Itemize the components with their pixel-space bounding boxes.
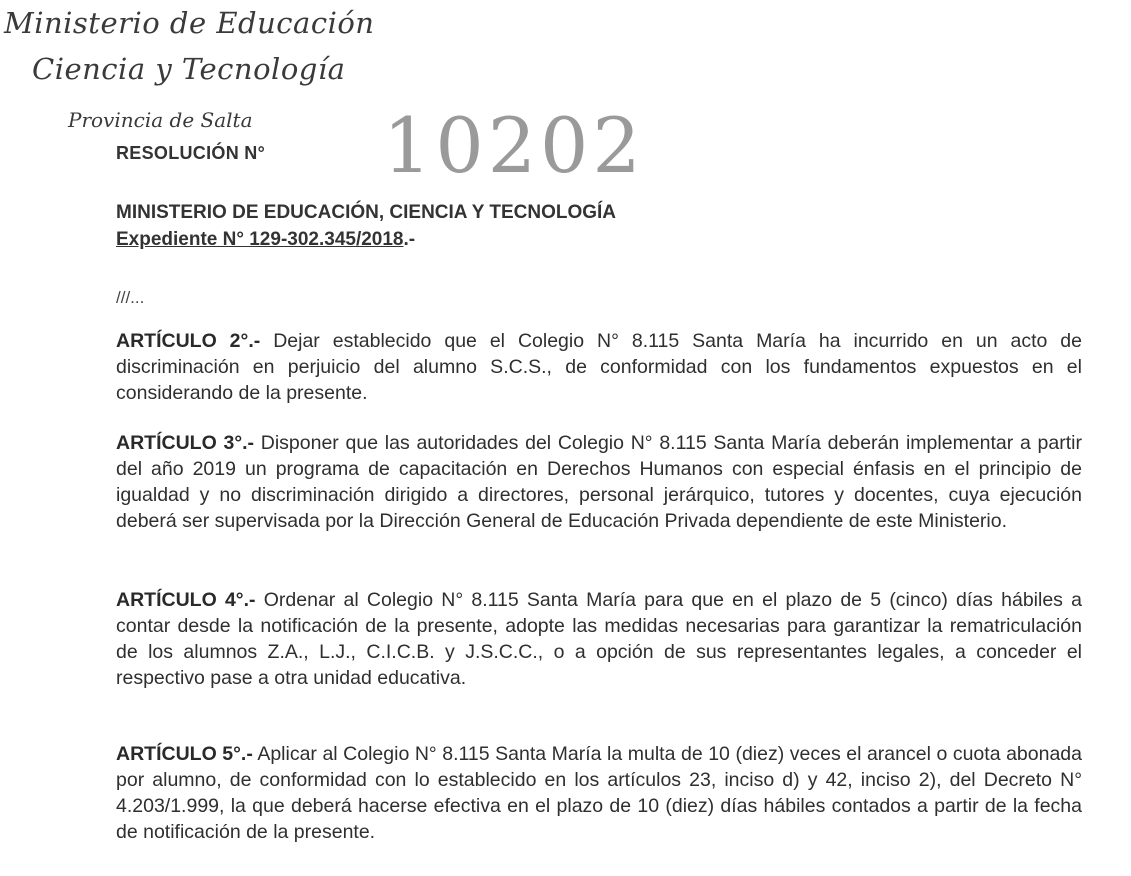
article-text: Ordenar al Colegio N° 8.115 Santa María para que en el plazo de 5 (cinco) días hábiles a contar desde la notificación de la presente, adopte las medidas necesarias para garantizar la rematriculación de los alumnos Z.A., L.J., C.I.C.B. y J.S.C.C., o a opción de sus representantes legales, a conceder el respectivo pase a otra unidad educativa. [116, 589, 1082, 689]
article-5 [116, 741, 1082, 845]
article-label: ARTÍCULO 5°.- [116, 743, 253, 765]
article-text: Dejar establecido que el Colegio N° 8.115 Santa María ha incurrido en un acto de discriminación en perjuicio del alumno S.C.S., de conformidad con los fundamentos expuestos en el considerando de la presente. [116, 330, 1082, 404]
ministry-heading: MINISTERIO DE EDUCACIÓN, CIENCIA Y TECNOLOGÍA [116, 202, 617, 223]
article-label: ARTÍCULO 4°.- [116, 589, 256, 611]
article-text: Disponer que las autoridades del Colegio N° 8.115 Santa María deberán implementar a partir del año 2019 un programa de capacitación en Derechos Humanos con especial énfasis en el principio de igualdad y no discriminación dirigido a directores, personal jerárquico, tutores y docentes, cuya ejecución deberá ser supervisada por la Dirección General de Educación Privada dependiente de este Ministerio. [116, 432, 1082, 532]
continuation-mark: ///... [116, 288, 145, 307]
letterhead-province-line: Provincia de Salta [68, 108, 253, 132]
article-text: Aplicar al Colegio N° 8.115 Santa María la multa de 10 (diez) veces el arancel o cuota abonada por alumno, de conformidad con lo establecido en los artículos 23, inciso d) y 42, inciso 2), del Decreto N° 4.203/1.999, la que deberá hacerse efectiva en el plazo de 10 (diez) días hábiles contados a partir de la fecha de notificación de la presente. [116, 743, 1082, 843]
article-label: ARTÍCULO 3°.- [116, 432, 255, 454]
resolution-label: RESOLUCIÓN N° [116, 143, 266, 163]
resolution-number-stamp: 10202 [383, 101, 645, 190]
article-label: ARTÍCULO 2°.- [116, 330, 261, 352]
letterhead-ministry-line: Ministerio de Educación [4, 6, 375, 40]
expediente-suffix: .- [403, 229, 416, 250]
expediente-line [116, 229, 415, 251]
article-4 [116, 587, 1082, 691]
letterhead-science-line: Ciencia y Tecnología [32, 52, 346, 86]
article-3 [116, 430, 1082, 534]
expediente-number: Expediente N° 129-302.345/2018 [116, 229, 404, 250]
article-2 [116, 328, 1082, 406]
